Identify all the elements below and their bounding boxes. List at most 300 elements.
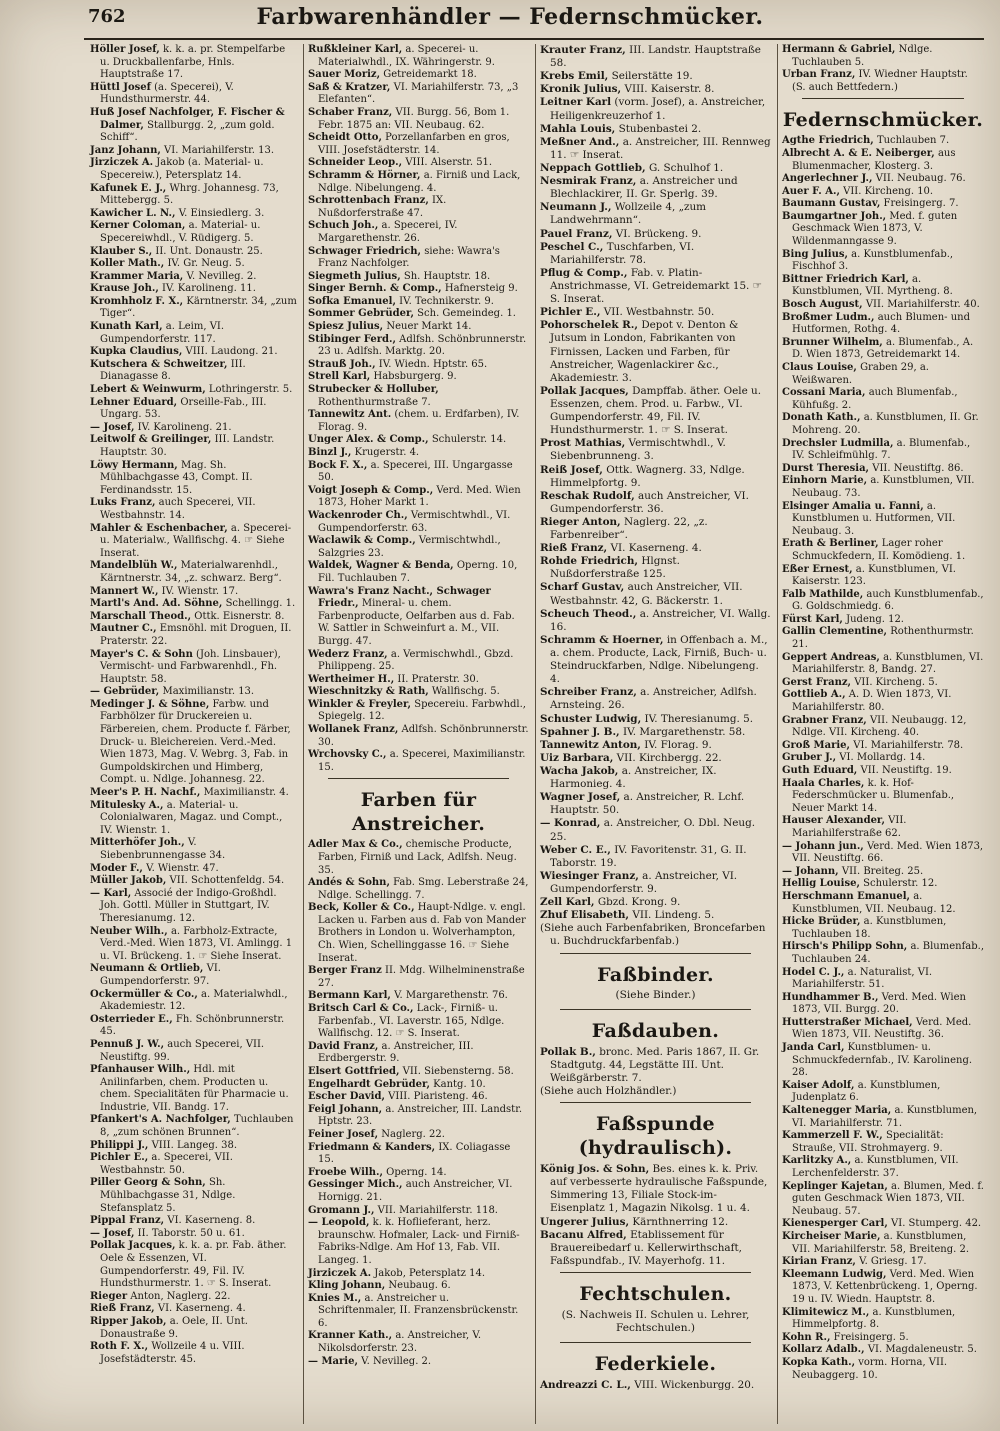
entry-detail: Orseille-Fab., III. Ungarg. 53. xyxy=(100,396,267,421)
directory-entry xyxy=(782,1231,984,1256)
entry-name: Urban Franz, xyxy=(782,69,856,81)
entry-name: Spahner J. B., xyxy=(540,725,620,738)
directory-entry xyxy=(308,334,529,359)
entry-name: Kircheiser Marie, xyxy=(782,1230,881,1242)
entry-name: Lebert & Weinwurm, xyxy=(90,384,206,396)
entry-detail: II. Praterstr. 30. xyxy=(397,673,479,685)
directory-entry xyxy=(540,791,771,817)
directory-entry xyxy=(308,1041,529,1066)
entry-detail: a. Anstreicher und Blechlackirer, II. Gr. Sperlg. 39. xyxy=(550,175,738,201)
entry-name: Knies M., xyxy=(308,1292,362,1304)
entry-detail: Med. f. guten Geschmack Wien 1873, V. Wildenmanngasse 9. xyxy=(792,210,958,248)
entry-name: Hüttl Josef xyxy=(90,81,151,93)
entry-detail: Etablissement für Brauereibedarf u. Kellerwirthschaft, Faßspundfab., IV. Mayerhofg. 11. xyxy=(550,1228,742,1267)
section-heading: Farben für Anstreicher. xyxy=(351,789,486,836)
entry-name: Spiesz Julius, xyxy=(308,321,384,333)
directory-entry xyxy=(308,195,529,220)
entry-detail: V. Wienstr. 47. xyxy=(146,862,219,874)
entry-detail: a. Anstreicher, III. Landstr. Hptstr. 23. xyxy=(318,1103,523,1128)
entry-name: Gallin Clementine, xyxy=(782,626,888,638)
directory-entry xyxy=(308,220,529,245)
entry-name: Gerst Franz, xyxy=(782,676,852,688)
directory-entry xyxy=(540,175,771,201)
directory-entry xyxy=(782,135,984,148)
entry-detail: VI. Kaserneng. 4. xyxy=(157,1303,246,1315)
entry-detail: IX. Nußdorferstraße 47. xyxy=(318,195,447,219)
entry-name: Pollak Jacques, xyxy=(540,384,629,397)
header-rule xyxy=(84,38,984,40)
entry-detail: II. Unt. Donaustr. 25. xyxy=(155,245,263,257)
entry-name: Neppach Gottlieb, xyxy=(540,161,646,174)
directory-entry xyxy=(540,516,771,542)
entry-detail: IV. Karolineng. 21. xyxy=(137,421,232,433)
entry-detail: Kantg. 10. xyxy=(433,1078,486,1090)
directory-entry xyxy=(90,837,297,862)
entry-name: Escher David, xyxy=(308,1091,385,1103)
entry-name: Siegmeth Julius, xyxy=(308,270,401,282)
entry-name: Bacanu Alfred, xyxy=(540,1228,627,1241)
entry-name: Janda Carl, xyxy=(782,1042,845,1054)
entry-detail: a. Kunstblumenfab., Fischhof 3. xyxy=(792,248,954,273)
column-1 xyxy=(86,44,304,1424)
entry-name: Pennuß J. W., xyxy=(90,1038,165,1050)
directory-entry xyxy=(782,173,984,186)
entry-name: Hermann & Gabriel, xyxy=(782,44,896,55)
section-heading: Federnschmücker. xyxy=(782,109,984,132)
entry-name: Kutschera & Schweitzer, xyxy=(90,358,228,370)
entry-name: Kaltenegger Maria, xyxy=(782,1105,892,1117)
entry-name: Wieschnitzky & Rath, xyxy=(308,686,429,698)
entry-name: Schuster Ludwig, xyxy=(540,712,642,725)
directory-entry xyxy=(90,157,297,182)
entry-detail: A. D. Wien 1873, VI. Mariahilferstr. 80. xyxy=(792,689,952,714)
directory-entry xyxy=(308,586,529,649)
entry-detail: Wollzeile 4, „zum Landwehrmann“. xyxy=(550,201,706,227)
section-rule xyxy=(560,1102,751,1103)
directory-entry xyxy=(540,542,771,555)
entry-name: Ockermüller & Co., xyxy=(90,988,198,1000)
directory-entry xyxy=(90,1228,297,1241)
directory-entry xyxy=(782,198,984,211)
entry-name: Rußkleiner Karl, xyxy=(308,44,403,55)
entry-name: Krebs Emil, xyxy=(540,70,609,83)
entry-detail: VII. Neustiftg. 86. xyxy=(872,462,964,474)
directory-entry xyxy=(90,246,297,259)
entry-name: Elsinger Amalia u. Fanni, xyxy=(782,500,924,512)
entry-detail: IV. Gr. Neug. 5. xyxy=(167,258,245,270)
entry-detail: Fab. Smg. Leberstraße 24, Ndlge. Schellingg. 7. xyxy=(318,877,529,901)
entry-detail: (Siehe auch Farbenfabriken, Broncefarben u. Buchdruckfarbenfab.) xyxy=(540,922,766,948)
entry-detail: Rothenthurmstr. 21. xyxy=(792,626,974,651)
directory-entry xyxy=(90,598,297,611)
entry-name: Hicke Brüder, xyxy=(782,916,861,928)
entry-detail: Verd. Med. Wien 1873, V. Kettenbrückeng. 1, Operng. 19 u. IV. Wiedn. Hauptstr. 8. xyxy=(792,1268,978,1305)
column-2 xyxy=(304,44,536,1424)
entry-detail: Lack-, Firniß- u. Farbenfab., VI. Laverstr. 165, Ndlge. Wallfischg. 12. ☞ S. Inserat. xyxy=(318,1003,505,1040)
directory-entry xyxy=(308,990,529,1003)
directory-entry xyxy=(308,283,529,296)
directory-entry xyxy=(782,299,984,312)
entry-detail: Kärnthnerring 12. xyxy=(632,1215,729,1228)
directory-entry xyxy=(308,1268,529,1281)
entry-name: Agthe Friedrich, xyxy=(782,135,874,147)
directory-entry xyxy=(308,44,529,69)
entry-name: Andreazzi C. L., xyxy=(540,1378,631,1391)
directory-entry xyxy=(90,145,297,158)
entry-name: Baumann Gustav, xyxy=(782,198,881,210)
directory-entry xyxy=(308,749,529,774)
entry-name: Löwy Hermann, xyxy=(90,459,178,471)
entry-name: Meer's P. H. Nachf., xyxy=(90,787,201,799)
entry-name: Donath Kath., xyxy=(782,412,861,424)
entry-name: Kromhholz F. X., xyxy=(90,295,184,307)
entry-name: Huß Josef Nachfolger, F. Fischer & Dalmer, xyxy=(90,106,285,131)
entry-name: Pflug & Comp., xyxy=(540,266,628,279)
entry-detail: bronc. Med. Paris 1867, II. Gr. Stadtgutg. 44, Legstätte III. Unt. Weißgärberstr. 7. xyxy=(550,1045,760,1084)
directory-entry xyxy=(308,510,529,535)
entry-detail: III. Landstr. Hauptstraße 58. xyxy=(550,44,761,70)
entry-name: Kirian Franz, xyxy=(782,1256,856,1268)
entry-detail: siehe: Wawra's Franz Nachfolger. xyxy=(318,245,500,270)
entry-detail: Fh. Schönbrunnerstr. 45. xyxy=(100,1013,285,1038)
entry-detail: V. Nevilleg. 2. xyxy=(361,1355,432,1367)
entry-detail: Jakob, Petersplatz 14. xyxy=(374,1267,486,1279)
directory-entry xyxy=(90,1140,297,1153)
entry-detail: Fab. v. Platin-Anstrichmasse, VI. Getreidemarkt 15. ☞ S. Inserat. xyxy=(550,266,762,306)
entry-name: Schreiber Franz, xyxy=(540,686,637,699)
directory-entry xyxy=(308,1129,529,1142)
directory-entry xyxy=(90,863,297,876)
entry-name: Singer Bernh. & Comp., xyxy=(308,283,442,295)
directory-entry xyxy=(90,989,297,1014)
entry-name: Grabner Franz, xyxy=(782,714,867,726)
directory-entry xyxy=(782,1155,984,1180)
entry-name: Fürst Karl, xyxy=(782,613,843,625)
directory-entry xyxy=(90,220,297,245)
entry-name: Janz Johann, xyxy=(90,144,161,156)
directory-entry xyxy=(90,1064,297,1114)
entry-detail: auch Kunstblumenfab., G. Goldschmiedg. 6. xyxy=(792,588,984,613)
entry-detail: VII. Mariahilferstr. 118. xyxy=(377,1204,498,1216)
entry-name: — Leopold, xyxy=(308,1217,370,1229)
entry-name: Rieß Franz, xyxy=(90,1303,155,1315)
entry-detail: V. Margarethenstr. 76. xyxy=(394,990,508,1002)
entry-name: Strauß Joh., xyxy=(308,358,376,370)
entry-detail: Associé der Indigo-Großhdl. Joh. Gottl. Müller in Stuttgart, IV. Theresianumg. 12. xyxy=(100,887,277,924)
directory-entry xyxy=(90,963,297,988)
directory-entry xyxy=(540,464,771,490)
entry-detail: a. Anstreicher, Adlfsh. Arnsteing. 26. xyxy=(550,686,757,712)
entry-name: Philippi J., xyxy=(90,1139,149,1151)
directory-entry xyxy=(540,228,771,241)
section-note: (Siehe Binder.) xyxy=(615,989,696,1002)
entry-name: Kupka Claudius, xyxy=(90,346,183,358)
entry-detail: Freisingerg. 5. xyxy=(833,1331,909,1343)
entry-detail: VII. Kircheng. 5. xyxy=(854,676,938,688)
columns-container xyxy=(86,44,990,1424)
entry-detail: Sh. Mühlbachgasse 31, Ndlge. Stefansplatz 5. xyxy=(100,1177,236,1214)
entry-name: Weber C. E., xyxy=(540,843,611,856)
entry-detail: III. Landstr. Hauptstr. 30. xyxy=(100,434,275,458)
entry-name: Saß & Kratzer, xyxy=(308,81,391,93)
entry-name: Klimitewicz M., xyxy=(782,1306,870,1318)
entry-name: Höller Josef, xyxy=(90,44,160,55)
directory-entry xyxy=(90,611,297,624)
running-head: Farbwarenhändler — Federnschmücker. xyxy=(256,4,764,30)
directory-entry xyxy=(308,674,529,687)
directory-entry xyxy=(90,800,297,838)
directory-entry xyxy=(540,581,771,607)
directory-entry xyxy=(90,649,297,687)
directory-entry xyxy=(782,689,984,714)
entry-detail: Adlfsh. Schönbrunnerstr. 23 u. Adlfsh. Marktg. 20. xyxy=(318,333,527,358)
entry-detail: a. Kunstblumen, VI. Kaiserstr. 123. xyxy=(792,563,956,588)
directory-entry xyxy=(540,1046,771,1085)
directory-entry xyxy=(782,249,984,274)
entry-name: Jirziczek A. xyxy=(308,1267,372,1279)
directory-entry xyxy=(308,699,529,724)
entry-detail: VIII. Langeg. 38. xyxy=(151,1139,238,1151)
directory-entry xyxy=(90,44,297,82)
entry-name: Pollak B., xyxy=(540,1045,596,1058)
entry-name: Hirsch's Philipp Sohn, xyxy=(782,941,908,953)
directory-entry xyxy=(540,1085,771,1098)
directory-entry xyxy=(308,1066,529,1079)
entry-detail: Lager roher Schmuckfedern, II. Komödieng. 1. xyxy=(792,538,966,562)
entry-name: Leitwolf & Greilinger, xyxy=(90,434,212,446)
entry-detail: Anton, Naglerg. 22. xyxy=(130,1290,231,1302)
entry-name: Jirziczek A. xyxy=(90,157,154,169)
entry-name: Kammerzell F. W., xyxy=(782,1130,883,1142)
directory-entry xyxy=(90,422,297,435)
entry-name: Tannewitz Anton, xyxy=(540,738,641,751)
entry-detail: V. Nevilleg. 2. xyxy=(186,270,257,282)
entry-detail: a. Kunstblumen, Himmelpfortg. 8. xyxy=(792,1306,956,1331)
directory-entry xyxy=(540,70,771,83)
directory-entry xyxy=(782,1105,984,1130)
directory-entry xyxy=(308,447,529,460)
entry-name: Pohorschelek R., xyxy=(540,319,639,332)
entry-name: Wawra's Franz Nacht., Schwager Friedr., xyxy=(308,585,491,610)
entry-name: Waldek, Wagner & Benda, xyxy=(308,560,454,572)
directory-entry xyxy=(308,485,529,510)
entry-detail: (Joh. Linsbauer), Vermischt- und Farbwarenhdl., Fh. Hauptstr. 58. xyxy=(100,648,281,685)
entry-name: Gruber J., xyxy=(782,752,837,764)
entry-name: Scharf Gustav, xyxy=(540,581,625,594)
directory-entry xyxy=(782,778,984,816)
entry-detail: a. Oele, II. Unt. Donaustraße 9. xyxy=(100,1315,248,1340)
entry-name: Elsert Gottfried, xyxy=(308,1066,400,1077)
entry-detail: a. Anstreicher, R. Lchf. Hauptstr. 50. xyxy=(550,791,745,817)
entry-detail: Rothenthurmstraße 7. xyxy=(318,396,431,408)
entry-detail: a. Kunstblumen, Judenplatz 6. xyxy=(792,1079,941,1104)
entry-name: Binzl J., xyxy=(308,447,352,458)
directory-entry xyxy=(308,877,529,902)
entry-detail: k. k. a. pr. Fab. äther. Oele & Essenzen, VI. Gumpendorferstr. 49, Fil. IV. Hundsthurmerstr. 1. ☞ S. Inserat. xyxy=(100,1240,287,1290)
entry-detail: a. Specerei- u. Materialwhdl., IX. Währingerstr. 9. xyxy=(318,44,495,68)
entry-detail: a. Anstreicher, O. Dbl. Neug. 25. xyxy=(550,817,756,843)
entry-name: Wacha Jakob, xyxy=(540,765,619,778)
entry-detail: a. Anstreicher, VI. Wallg. 16. xyxy=(550,607,771,633)
entry-name: Froebe Wilh., xyxy=(308,1166,383,1178)
directory-entry xyxy=(540,765,771,791)
directory-entry xyxy=(308,384,529,409)
entry-detail: Kunstblumen- u. Schmuckfedernfab., IV. Karolineng. 28. xyxy=(792,1042,973,1079)
entry-name: Auer F. A., xyxy=(782,185,840,197)
entry-name: Falb Mathilde, xyxy=(782,588,864,600)
directory-entry xyxy=(782,614,984,627)
entry-detail: Sh. Hauptstr. 18. xyxy=(403,270,491,282)
directory-entry xyxy=(540,608,771,634)
directory-entry xyxy=(90,623,297,648)
entry-detail: k. k. Hof-Federschmücker u. Blumenfab., Neuer Markt 14. xyxy=(792,777,955,814)
entry-name: Waclawik & Comp., xyxy=(308,535,416,547)
entry-name: Pfanhauser Wilh., xyxy=(90,1064,191,1076)
directory-entry xyxy=(308,1330,529,1355)
entry-detail: a. Kunstblumen, VII. Myrtheng. 8. xyxy=(792,273,953,298)
directory-entry xyxy=(90,283,297,296)
entry-name: Pollak Jacques, xyxy=(90,1240,176,1252)
entry-name: Mitulesky A., xyxy=(90,799,164,811)
entry-detail: Ottk. Wagnerg. 33, Ndlge. Himmelpfortg. 9. xyxy=(550,463,745,489)
entry-name: Schramm & Hoerner, xyxy=(540,633,664,646)
directory-entry xyxy=(90,434,297,459)
entry-name: Britsch Carl & Co., xyxy=(308,1003,414,1015)
directory-entry xyxy=(308,1293,529,1331)
directory-entry xyxy=(308,308,529,321)
entry-name: Kohn R., xyxy=(782,1331,831,1343)
directory-entry xyxy=(540,319,771,385)
entry-detail: II. Taborstr. 50 u. 61. xyxy=(137,1227,245,1239)
entry-name: Mannert W., xyxy=(90,585,159,597)
entry-detail: a. Specerei, Maximilianstr. 15. xyxy=(318,749,526,773)
directory-entry xyxy=(308,1205,529,1218)
entry-name: Mayer's C. & Sohn xyxy=(90,648,193,660)
entry-name: Müller Jakob, xyxy=(90,875,167,887)
entry-detail: Graben 29, a. Weißwaren. xyxy=(792,362,929,386)
directory-entry xyxy=(90,321,297,346)
directory-entry xyxy=(782,765,984,778)
entry-detail: IV. Karolineng. 11. xyxy=(162,283,256,295)
entry-name: Gessinger Mich., xyxy=(308,1179,403,1191)
entry-name: Sommer Gebrüder, xyxy=(308,308,414,320)
directory-entry xyxy=(308,321,529,334)
directory-entry xyxy=(90,1303,297,1316)
entry-name: Moder F., xyxy=(90,862,143,874)
entry-detail: Schulerstr. 14. xyxy=(431,434,507,446)
directory-entry xyxy=(308,409,529,434)
directory-entry xyxy=(308,902,529,965)
entry-name: Mahler & Eschenbacher, xyxy=(90,522,228,534)
entry-name: Scheidt Otto, xyxy=(308,132,382,144)
entry-name: Wertheimer H., xyxy=(308,673,395,685)
entry-name: Hundhammer B., xyxy=(782,991,879,1003)
directory-entry xyxy=(782,69,984,94)
directory-entry xyxy=(90,1114,297,1139)
directory-entry xyxy=(90,1291,297,1304)
directory-entry xyxy=(782,1256,984,1269)
entry-detail: Verd. Med. Wien 1873, VII. Neustiftg. 36. xyxy=(792,1016,972,1041)
directory-entry xyxy=(782,387,984,412)
entry-detail: Mag. Sh. Mühlbachgasse 43, Compt. II. Ferdinandsstr. 15. xyxy=(100,459,253,496)
entry-detail: Naglerg. 22. xyxy=(381,1128,445,1140)
section-rule xyxy=(560,953,751,954)
entry-name: Tannewitz Ant. xyxy=(308,409,392,421)
entry-detail: a. Blumenfab., A. D. Wien 1873, Getreidemarkt 14. xyxy=(792,336,974,361)
directory-entry xyxy=(308,460,529,485)
entry-name: Pauel Franz, xyxy=(540,227,613,240)
entry-name: Kafunek E. J., xyxy=(90,182,167,194)
directory-entry xyxy=(90,560,297,585)
section-rule xyxy=(560,1272,751,1273)
entry-detail: Naglerg. 22, „z. Farbenreiber“. xyxy=(550,515,708,542)
entry-detail: Dampffab. äther. Oele u. Essenzen, chem. Prod. u. Farbw., VI. Gumpendorferstr. 49, Fil. IV. Hundsthurmerstr. 1. ☞ S. Inserat. xyxy=(550,384,762,437)
directory-entry xyxy=(308,965,529,990)
directory-entry xyxy=(540,83,771,96)
directory-entry xyxy=(308,69,529,82)
entry-name: Wackenroder Ch., xyxy=(308,509,408,521)
entry-detail: VII. Neubaug. 76. xyxy=(875,173,966,185)
directory-entry xyxy=(90,460,297,498)
directory-entry xyxy=(540,201,771,227)
entry-detail: V. Einsiedlerg. 3. xyxy=(178,207,265,219)
directory-entry xyxy=(308,132,529,157)
entry-name: Ripper Jakob, xyxy=(90,1315,167,1327)
directory-entry xyxy=(782,752,984,765)
entry-name: König Jos. & Sohn, xyxy=(540,1163,650,1176)
entry-name: Kopka Kath., xyxy=(782,1356,856,1368)
entry-detail: IV. Theresianumg. 5. xyxy=(644,712,754,725)
directory-entry xyxy=(90,183,297,208)
directory-entry xyxy=(308,1280,529,1293)
entry-name: David Franz, xyxy=(308,1040,379,1052)
section-rule xyxy=(328,778,509,779)
entry-detail: (a. Specerei), V. Hundsthurmerstr. 44. xyxy=(100,81,234,106)
entry-name: Zell Karl, xyxy=(540,896,595,909)
directory-entry xyxy=(782,1332,984,1345)
directory-entry xyxy=(782,564,984,589)
directory-entry xyxy=(782,1080,984,1105)
entry-name: Piller Georg & Sohn, xyxy=(90,1177,206,1189)
entry-detail: auch Anstreicher, VI. Hornigg. 21. xyxy=(318,1179,513,1203)
directory-entry xyxy=(90,296,297,321)
entry-detail: Farbw. und Farbhölzer für Druckereien u. Färbereien, chem. Producte f. Färber, Druck- u. Bleichereien. Verd.-Med. Wien 1873, Mag. V. Webrg. 3, Fab. in Gumpoldskirchen und Himberg, Compt. u. Ndlge. Johannesg. 22. xyxy=(100,698,291,786)
entry-detail: a. Material- u. Specereiwhdl., V. Rüdigerg. 5. xyxy=(100,220,261,244)
entry-name: Leitner Karl xyxy=(540,96,612,109)
directory-entry xyxy=(782,312,984,337)
directory-entry xyxy=(90,397,297,422)
entry-detail: a. Kunstblumen, VII. Neubaug. 73. xyxy=(792,475,975,499)
entry-name: Schuch Joh., xyxy=(308,220,379,232)
entry-name: Wrchovsky C., xyxy=(308,749,387,761)
entry-name: Voigt Joseph & Comp., xyxy=(308,484,434,496)
entry-name: Kunath Karl, xyxy=(90,321,163,333)
directory-entry xyxy=(308,724,529,749)
entry-name: Berger Franz xyxy=(308,965,382,977)
directory-entry xyxy=(782,626,984,651)
directory-entry xyxy=(90,888,297,926)
directory-entry xyxy=(308,686,529,699)
entry-name: Feigl Johann, xyxy=(308,1103,383,1115)
entry-detail: a. Anstreicher, V. Nikolsdorferstr. 23. xyxy=(318,1330,481,1355)
entry-name: — Johann, xyxy=(782,865,839,877)
directory-entry xyxy=(308,157,529,170)
entry-detail: VII. Mariahilferstraße 62. xyxy=(792,815,907,839)
entry-detail: a. Blumenfab., Tuchlauben 24. xyxy=(792,941,985,965)
directory-entry xyxy=(90,384,297,397)
directory-entry xyxy=(540,123,771,136)
directory-entry xyxy=(782,1042,984,1080)
